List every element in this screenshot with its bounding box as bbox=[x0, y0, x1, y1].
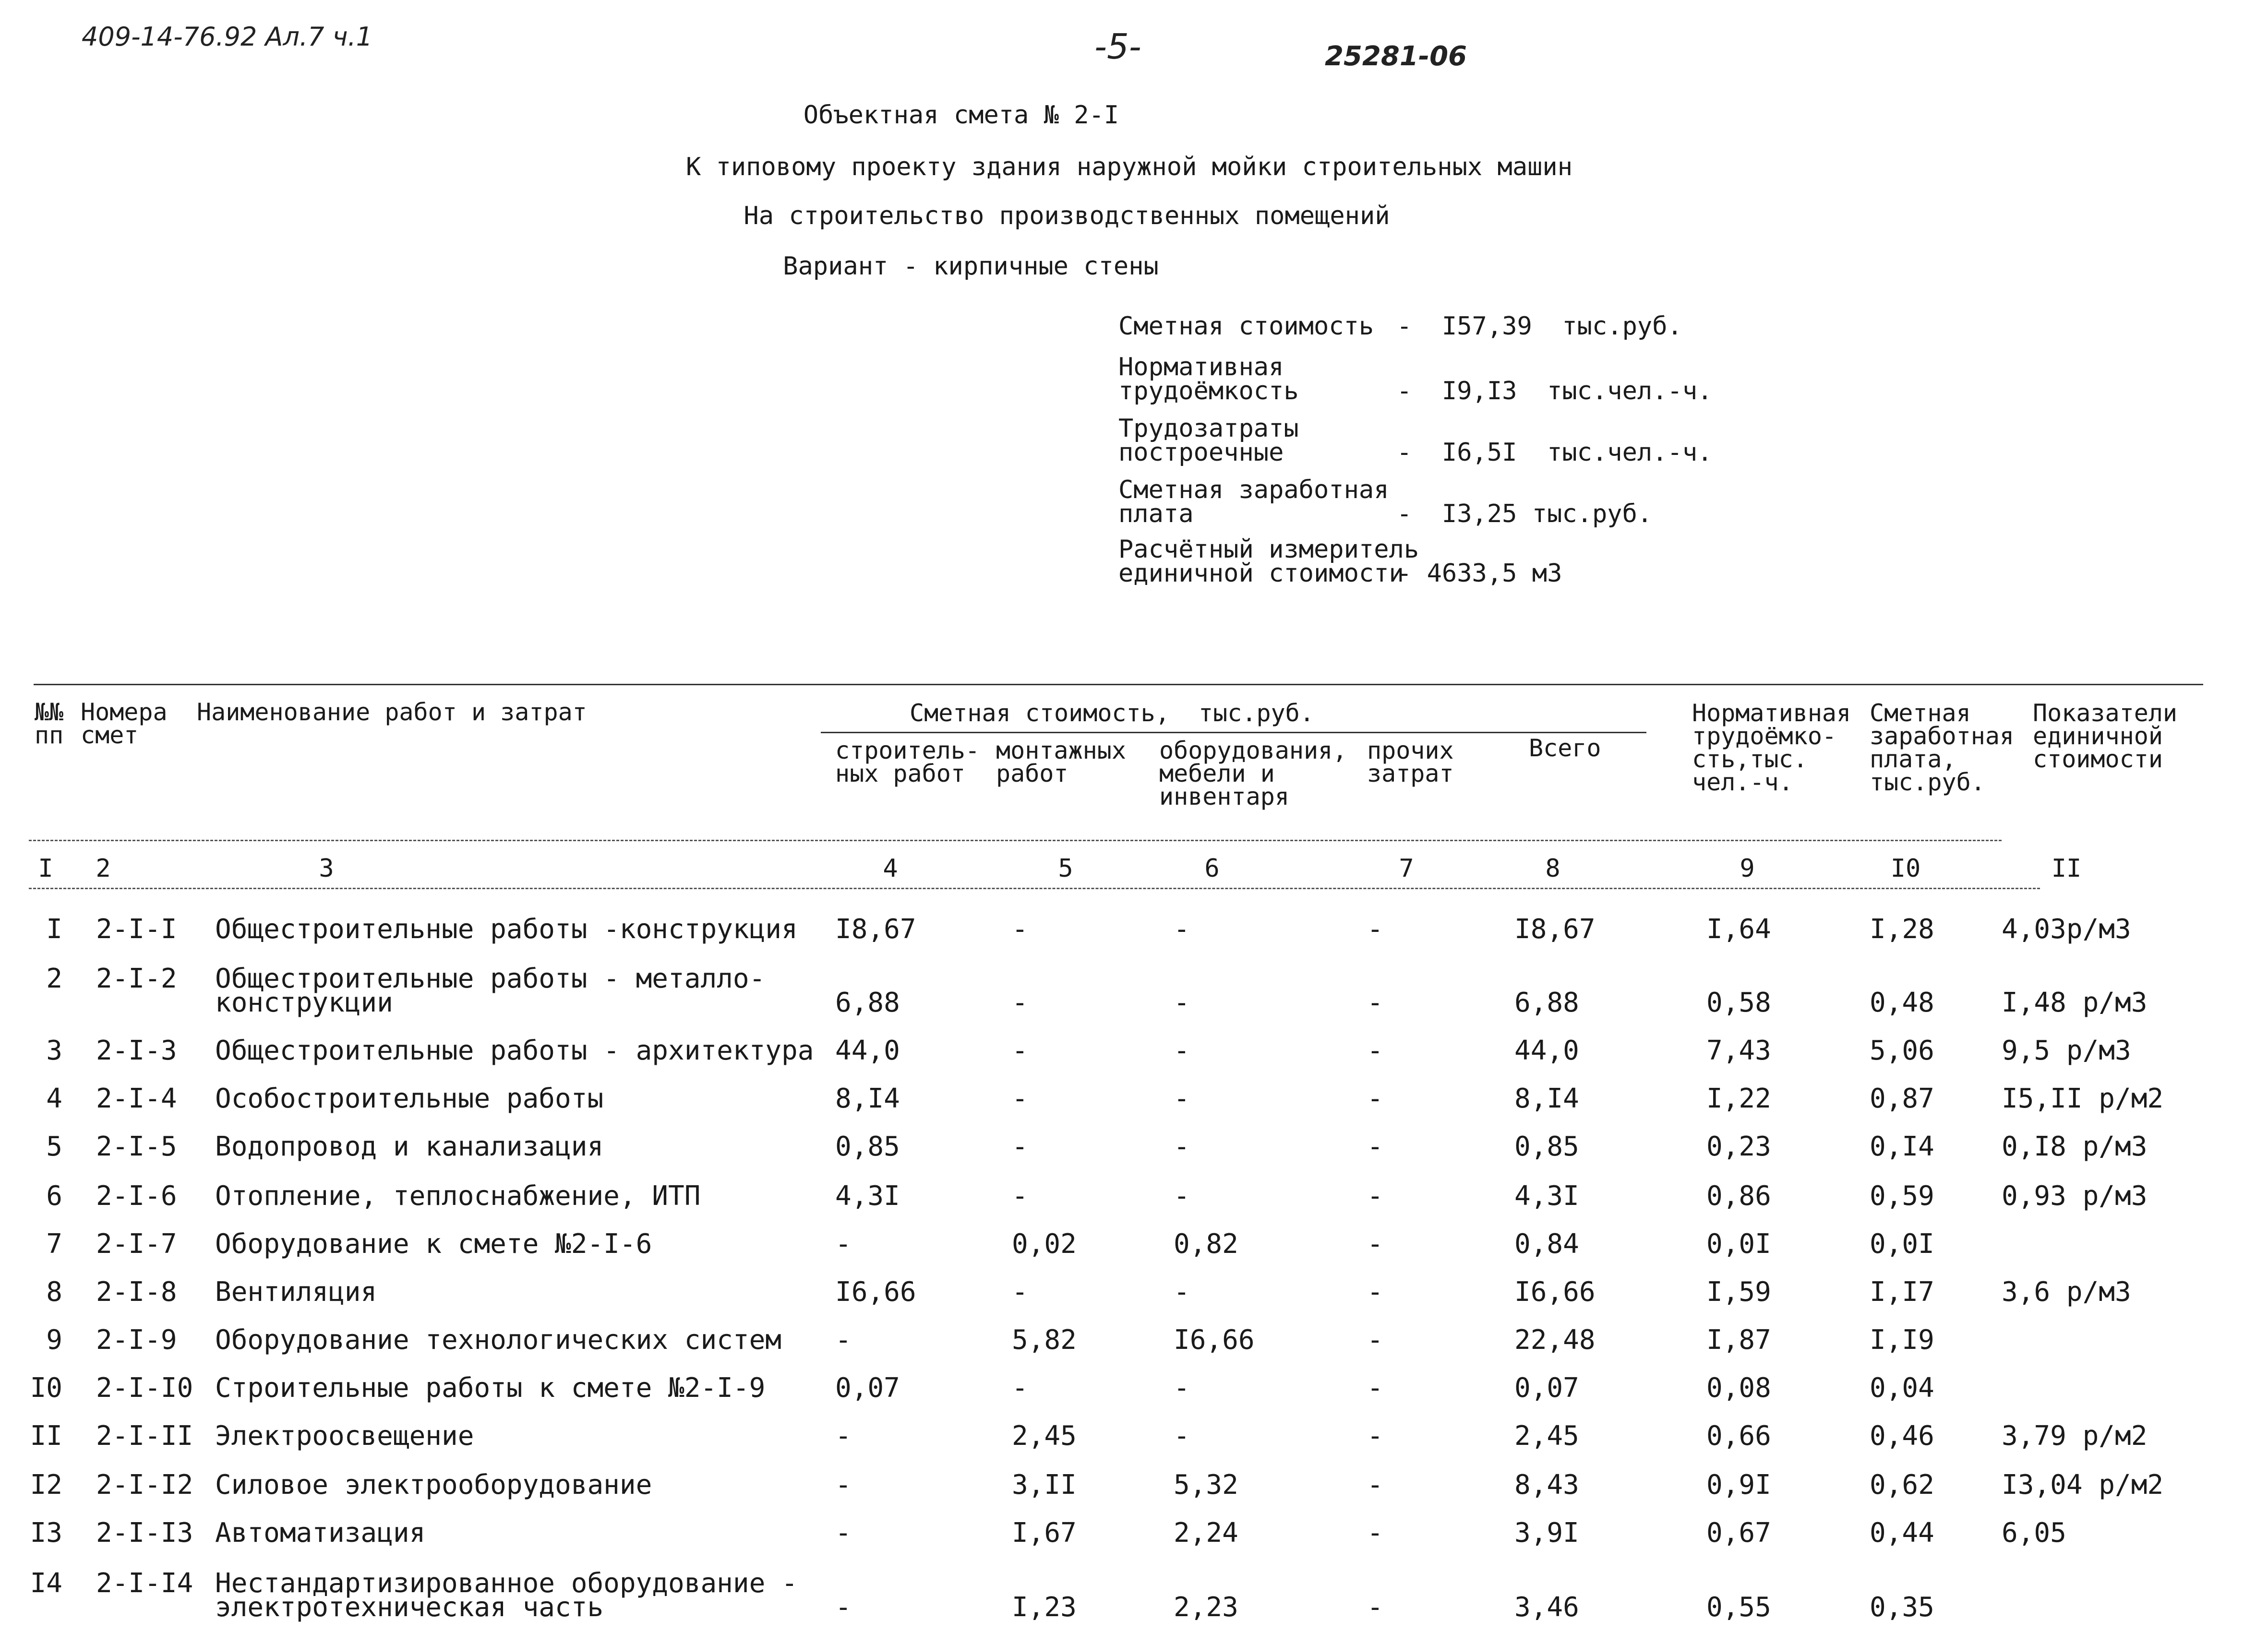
total-cost: 2,45 bbox=[1514, 1420, 1579, 1452]
spec-value: - 4633,5 м3 bbox=[1397, 559, 1562, 588]
equipment-cost: - bbox=[1174, 914, 1190, 945]
labor-intensity: I,64 bbox=[1706, 914, 1771, 945]
column-number: 2 bbox=[96, 854, 111, 883]
equipment-cost: - bbox=[1174, 1372, 1190, 1404]
row-number: 3 bbox=[46, 1035, 62, 1066]
total-cost: 4,3I bbox=[1514, 1180, 1579, 1212]
row-number: I bbox=[46, 914, 62, 945]
estimate-code: 2-I-I2 bbox=[96, 1469, 193, 1501]
other-cost: - bbox=[1367, 1372, 1383, 1404]
estimate-code: 2-I-6 bbox=[96, 1180, 177, 1212]
unit-cost-indicator: 0,I8 р/м3 bbox=[2002, 1131, 2148, 1162]
wages: 0,35 bbox=[1870, 1592, 1934, 1623]
other-cost: - bbox=[1367, 1592, 1383, 1623]
row-number: II bbox=[30, 1420, 62, 1452]
row-number: 7 bbox=[46, 1228, 62, 1260]
estimate-code: 2-I-I0 bbox=[96, 1372, 193, 1404]
column-number: II bbox=[2051, 854, 2082, 883]
installation-cost: - bbox=[1012, 1276, 1028, 1308]
labor-intensity: I,87 bbox=[1706, 1324, 1771, 1356]
column-number-rule bbox=[29, 888, 2040, 889]
spec-value: - I9,I3 тыс.чел.-ч. bbox=[1397, 377, 1713, 405]
document-code: 409-14-76.92 Ал.7 ч.1 bbox=[82, 22, 373, 52]
construction-cost: I6,66 bbox=[835, 1276, 916, 1308]
group-header-rule bbox=[821, 732, 1646, 733]
inventory-number: 25281-06 bbox=[1325, 41, 1467, 72]
total-cost: I8,67 bbox=[1514, 914, 1596, 945]
equipment-cost: 5,32 bbox=[1174, 1469, 1238, 1501]
total-cost: 6,88 bbox=[1514, 987, 1579, 1018]
row-number: 8 bbox=[46, 1276, 62, 1308]
work-name: Особостроительные работы bbox=[215, 1083, 604, 1114]
other-cost: - bbox=[1367, 1035, 1383, 1066]
wages: I,I7 bbox=[1870, 1276, 1934, 1308]
installation-cost: - bbox=[1012, 1035, 1028, 1066]
unit-cost-indicator: 3,79 р/м2 bbox=[2002, 1420, 2148, 1452]
total-cost: 8,43 bbox=[1514, 1469, 1579, 1501]
header-unit-cost-indicators: Показатели единичной стоимости bbox=[2033, 699, 2178, 773]
construction-line: На строительство производственных помещений bbox=[744, 202, 1390, 230]
installation-cost: - bbox=[1012, 1083, 1028, 1114]
work-name: Нестандартизированное оборудование - электротехническая часть bbox=[215, 1568, 798, 1623]
unit-cost-indicator: 4,03р/м3 bbox=[2002, 914, 2131, 945]
row-number: 6 bbox=[46, 1180, 62, 1212]
work-name: Вентиляция bbox=[215, 1276, 377, 1308]
work-name: Строительные работы к смете №2-I-9 bbox=[215, 1372, 766, 1404]
total-cost: I6,66 bbox=[1514, 1276, 1596, 1308]
header-other-costs: прочих затрат bbox=[1367, 737, 1454, 787]
header-estimate-number: Номера смет bbox=[81, 698, 168, 749]
equipment-cost: - bbox=[1174, 987, 1190, 1018]
construction-cost: 8,I4 bbox=[835, 1083, 900, 1114]
wages: 0,0I bbox=[1870, 1228, 1934, 1260]
spec-label: Сметная стоимость bbox=[1118, 312, 1374, 341]
header-bottom-rule bbox=[29, 840, 2002, 841]
column-number: I0 bbox=[1890, 854, 1921, 883]
column-number: 5 bbox=[1058, 854, 1073, 883]
labor-intensity: 0,23 bbox=[1706, 1131, 1771, 1162]
unit-cost-indicator: 6,05 bbox=[2002, 1517, 2066, 1549]
wages: 0,48 bbox=[1870, 987, 1934, 1018]
equipment-cost: - bbox=[1174, 1035, 1190, 1066]
total-cost: 0,07 bbox=[1514, 1372, 1579, 1404]
construction-cost: - bbox=[835, 1324, 852, 1356]
work-name: Оборудование к смете №2-I-6 bbox=[215, 1228, 652, 1260]
estimate-code: 2-I-I bbox=[96, 914, 177, 945]
equipment-cost: - bbox=[1174, 1420, 1190, 1452]
estimate-code: 2-I-7 bbox=[96, 1228, 177, 1260]
construction-cost: 44,0 bbox=[835, 1035, 900, 1066]
estimate-code: 2-I-I4 bbox=[96, 1568, 193, 1599]
other-cost: - bbox=[1367, 1228, 1383, 1260]
construction-cost: 4,3I bbox=[835, 1180, 900, 1212]
column-number: 8 bbox=[1545, 854, 1560, 883]
page-number: -5- bbox=[1094, 26, 1141, 67]
labor-intensity: 0,0I bbox=[1706, 1228, 1771, 1260]
spec-value: - I6,5I тыс.чел.-ч. bbox=[1397, 438, 1713, 467]
column-number: 7 bbox=[1399, 854, 1414, 883]
construction-cost: 0,07 bbox=[835, 1372, 900, 1404]
header-equipment: оборудования, мебели и инвентаря bbox=[1159, 737, 1347, 810]
variant-line: Вариант - кирпичные стены bbox=[783, 252, 1159, 281]
spec-value: - I3,25 тыс.руб. bbox=[1397, 500, 1653, 528]
estimate-code: 2-I-2 bbox=[96, 963, 177, 994]
equipment-cost: - bbox=[1174, 1131, 1190, 1162]
work-name: Общестроительные работы - архитектура bbox=[215, 1035, 814, 1066]
other-cost: - bbox=[1367, 1420, 1383, 1452]
estimate-code: 2-I-3 bbox=[96, 1035, 177, 1066]
installation-cost: - bbox=[1012, 1131, 1028, 1162]
labor-intensity: 0,67 bbox=[1706, 1517, 1771, 1549]
wages: 0,46 bbox=[1870, 1420, 1934, 1452]
work-name: Отопление, теплоснабжение, ИТП bbox=[215, 1180, 701, 1212]
unit-cost-indicator: I3,04 р/м2 bbox=[2002, 1469, 2164, 1501]
header-total: Всего bbox=[1529, 734, 1601, 762]
header-work-name: Наименование работ и затрат bbox=[197, 698, 587, 726]
other-cost: - bbox=[1367, 1083, 1383, 1114]
construction-cost: - bbox=[835, 1469, 852, 1501]
spec-label: Сметная заработная плата bbox=[1118, 476, 1389, 528]
installation-cost: 0,02 bbox=[1012, 1228, 1077, 1260]
column-number: I bbox=[38, 854, 53, 883]
work-name: Оборудование технологических систем bbox=[215, 1324, 782, 1356]
unit-cost-indicator: 0,93 р/м3 bbox=[2002, 1180, 2148, 1212]
header-construction-works: строитель- ных работ bbox=[835, 737, 980, 787]
work-name: Силовое электрооборудование bbox=[215, 1469, 652, 1501]
spec-label: Нормативная трудоёмкость bbox=[1118, 353, 1299, 405]
spec-value: - I57,39 тыс.руб. bbox=[1397, 312, 1682, 341]
installation-cost: 3,II bbox=[1012, 1469, 1077, 1501]
labor-intensity: 7,43 bbox=[1706, 1035, 1771, 1066]
total-cost: 0,84 bbox=[1514, 1228, 1579, 1260]
total-cost: 0,85 bbox=[1514, 1131, 1579, 1162]
header-row-number: №№ пп bbox=[35, 698, 64, 749]
spec-label: Трудозатраты построечные bbox=[1118, 414, 1299, 467]
equipment-cost: I6,66 bbox=[1174, 1324, 1255, 1356]
equipment-cost: 2,23 bbox=[1174, 1592, 1238, 1623]
installation-cost: - bbox=[1012, 1180, 1028, 1212]
installation-cost: - bbox=[1012, 914, 1028, 945]
other-cost: - bbox=[1367, 914, 1383, 945]
row-number: 9 bbox=[46, 1324, 62, 1356]
row-number: 5 bbox=[46, 1131, 62, 1162]
installation-cost: I,23 bbox=[1012, 1592, 1077, 1623]
other-cost: - bbox=[1367, 987, 1383, 1018]
installation-cost: - bbox=[1012, 987, 1028, 1018]
estimate-code: 2-I-I3 bbox=[96, 1517, 193, 1549]
equipment-cost: - bbox=[1174, 1276, 1190, 1308]
estimate-code: 2-I-5 bbox=[96, 1131, 177, 1162]
installation-cost: I,67 bbox=[1012, 1517, 1077, 1549]
work-name: Электроосвещение bbox=[215, 1420, 474, 1452]
labor-intensity: 0,55 bbox=[1706, 1592, 1771, 1623]
estimate-code: 2-I-II bbox=[96, 1420, 193, 1452]
installation-cost: - bbox=[1012, 1372, 1028, 1404]
estimate-code: 2-I-9 bbox=[96, 1324, 177, 1356]
labor-intensity: 0,08 bbox=[1706, 1372, 1771, 1404]
row-number: I4 bbox=[30, 1568, 62, 1599]
table-top-border bbox=[34, 684, 2203, 685]
total-cost: 44,0 bbox=[1514, 1035, 1579, 1066]
other-cost: - bbox=[1367, 1517, 1383, 1549]
total-cost: 3,9I bbox=[1514, 1517, 1579, 1549]
wages: 0,59 bbox=[1870, 1180, 1934, 1212]
equipment-cost: 2,24 bbox=[1174, 1517, 1238, 1549]
row-number: 4 bbox=[46, 1083, 62, 1114]
column-number: 3 bbox=[319, 854, 334, 883]
total-cost: 22,48 bbox=[1514, 1324, 1596, 1356]
estimate-code: 2-I-4 bbox=[96, 1083, 177, 1114]
labor-intensity: I,22 bbox=[1706, 1083, 1771, 1114]
other-cost: - bbox=[1367, 1131, 1383, 1162]
estimate-title: Объектная смета № 2-I bbox=[803, 101, 1119, 130]
unit-cost-indicator: I5,II р/м2 bbox=[2002, 1083, 2164, 1114]
construction-cost: - bbox=[835, 1228, 852, 1260]
construction-cost: - bbox=[835, 1420, 852, 1452]
labor-intensity: 0,58 bbox=[1706, 987, 1771, 1018]
wages: 0,62 bbox=[1870, 1469, 1934, 1501]
construction-cost: - bbox=[835, 1592, 852, 1623]
construction-cost: I8,67 bbox=[835, 914, 916, 945]
project-line: К типовому проекту здания наружной мойки строительных машин bbox=[685, 153, 1573, 181]
work-name: Общестроительные работы - металло- конструкции bbox=[215, 963, 766, 1018]
column-number: 9 bbox=[1740, 854, 1755, 883]
wages: 5,06 bbox=[1870, 1035, 1934, 1066]
equipment-cost: 0,82 bbox=[1174, 1228, 1238, 1260]
header-cost-group: Сметная стоимость, тыс.руб. bbox=[910, 699, 1314, 727]
unit-cost-indicator: 3,6 р/м3 bbox=[2002, 1276, 2131, 1308]
installation-cost: 2,45 bbox=[1012, 1420, 1077, 1452]
wages: 0,44 bbox=[1870, 1517, 1934, 1549]
work-name: Общестроительные работы -конструкция bbox=[215, 914, 798, 945]
labor-intensity: 0,9I bbox=[1706, 1469, 1771, 1501]
equipment-cost: - bbox=[1174, 1083, 1190, 1114]
unit-cost-indicator: 9,5 р/м3 bbox=[2002, 1035, 2131, 1066]
spec-label: Расчётный измеритель единичной стоимости bbox=[1118, 535, 1419, 588]
column-number: 6 bbox=[1204, 854, 1220, 883]
labor-intensity: 0,86 bbox=[1706, 1180, 1771, 1212]
other-cost: - bbox=[1367, 1469, 1383, 1501]
unit-cost-indicator: I,48 р/м3 bbox=[2002, 987, 2148, 1018]
estimate-code: 2-I-8 bbox=[96, 1276, 177, 1308]
work-name: Автоматизация bbox=[215, 1517, 426, 1549]
header-labor-intensity: Нормативная трудоёмко- сть,тыс. чел.-ч. bbox=[1692, 699, 1851, 796]
wages: 0,I4 bbox=[1870, 1131, 1934, 1162]
row-number: 2 bbox=[46, 963, 62, 994]
labor-intensity: 0,66 bbox=[1706, 1420, 1771, 1452]
row-number: I0 bbox=[30, 1372, 62, 1404]
other-cost: - bbox=[1367, 1324, 1383, 1356]
header-installation-works: монтажных работ bbox=[996, 737, 1126, 787]
row-number: I2 bbox=[30, 1469, 62, 1501]
installation-cost: 5,82 bbox=[1012, 1324, 1077, 1356]
total-cost: 3,46 bbox=[1514, 1592, 1579, 1623]
column-number: 4 bbox=[883, 854, 898, 883]
other-cost: - bbox=[1367, 1180, 1383, 1212]
header-wages: Сметная заработная плата, тыс.руб. bbox=[1870, 699, 2015, 796]
wages: I,I9 bbox=[1870, 1324, 1934, 1356]
construction-cost: - bbox=[835, 1517, 852, 1549]
construction-cost: 0,85 bbox=[835, 1131, 900, 1162]
other-cost: - bbox=[1367, 1276, 1383, 1308]
construction-cost: 6,88 bbox=[835, 987, 900, 1018]
equipment-cost: - bbox=[1174, 1180, 1190, 1212]
wages: I,28 bbox=[1870, 914, 1934, 945]
work-name: Водопровод и канализация bbox=[215, 1131, 604, 1162]
wages: 0,87 bbox=[1870, 1083, 1934, 1114]
wages: 0,04 bbox=[1870, 1372, 1934, 1404]
row-number: I3 bbox=[30, 1517, 62, 1549]
total-cost: 8,I4 bbox=[1514, 1083, 1579, 1114]
labor-intensity: I,59 bbox=[1706, 1276, 1771, 1308]
